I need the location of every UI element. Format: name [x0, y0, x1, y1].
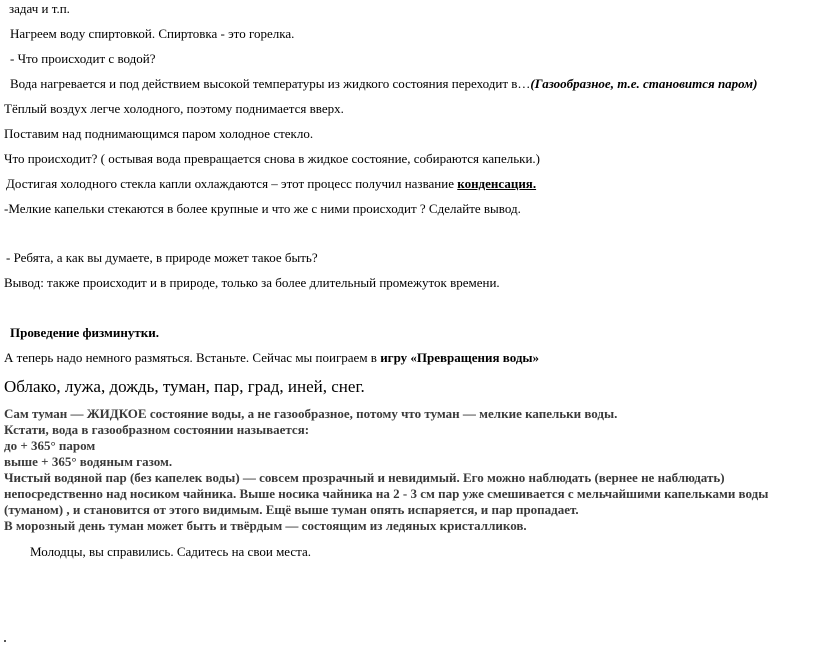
- section-heading: Проведение физминутки.: [10, 325, 159, 340]
- text-line: - Ребята, а как вы думаете, в природе может такое быть?: [6, 250, 318, 265]
- text-line: Сам туман — ЖИДКОЕ состояние воды, а не газообразное, потому что туман — мелкие капельки воды.: [4, 406, 618, 421]
- game-title: игру «Превращения воды»: [380, 350, 540, 365]
- text-segment: Достигая холодного стекла капли охлаждаются – этот процесс получил название: [6, 176, 458, 191]
- text-line: непосредственно над носиком чайника. Выше носика чайника на 2 - 3 см пар уже смешивается с мельчайшими капельками воды: [4, 486, 769, 501]
- text-segment: А теперь надо немного размяться. Встаньте. Сейчас мы поиграем в: [4, 350, 381, 365]
- text-line: [10, 76, 757, 92]
- page-corner-mark: [4, 640, 6, 642]
- text-line: -Мелкие капельки стекаются в более крупные и что же с ними происходит ? Сделайте вывод.: [4, 201, 521, 216]
- text-line: Поставим над поднимающимся паром холодное стекло.: [4, 126, 314, 141]
- text-segment: Вода нагревается и под действием высокой температуры из жидкого состояния переходит в…: [10, 76, 531, 91]
- text-emphasis: (Газообразное, т.е. становится паром): [530, 76, 758, 91]
- text-line: задач и т.п.: [9, 1, 70, 16]
- text-line: [4, 350, 539, 366]
- word-list: Облако, лужа, дождь, туман, пар, град, иней, снег.: [4, 377, 365, 396]
- text-line: Вывод: также происходит и в природе, только за более длительный промежуток времени.: [4, 275, 500, 290]
- text-line: Чистый водяной пар (без капелек воды) — совсем прозрачный и невидимый. Его можно наблюдать (вернее не наблюдать): [4, 470, 725, 485]
- text-line: Тёплый воздух легче холодного, поэтому поднимается вверх.: [4, 101, 344, 116]
- text-line: В морозный день туман может быть и твёрдым — состоящим из ледяных кристалликов.: [4, 518, 527, 533]
- text-line: Молодцы, вы справились. Садитесь на свои места.: [30, 544, 312, 559]
- text-line: (туманом) , и становится от этого видимым. Ещё выше туман опять испаряется, и пар пропадает.: [4, 502, 579, 517]
- text-line: Кстати, вода в газообразном состоянии называется:: [4, 422, 310, 437]
- text-line: Нагреем воду спиртовкой. Спиртовка - это горелка.: [10, 26, 295, 41]
- text-line: Что происходит? ( остывая вода превращается снова в жидкое состояние, собираются капельки.): [4, 151, 540, 166]
- text-line: - Что происходит с водой?: [10, 51, 156, 66]
- text-line: выше + 365° водяным газом.: [4, 454, 173, 469]
- text-line: [6, 176, 536, 192]
- text-line: до + 365° паром: [4, 438, 96, 453]
- term-condensation: конденсация.: [457, 176, 537, 191]
